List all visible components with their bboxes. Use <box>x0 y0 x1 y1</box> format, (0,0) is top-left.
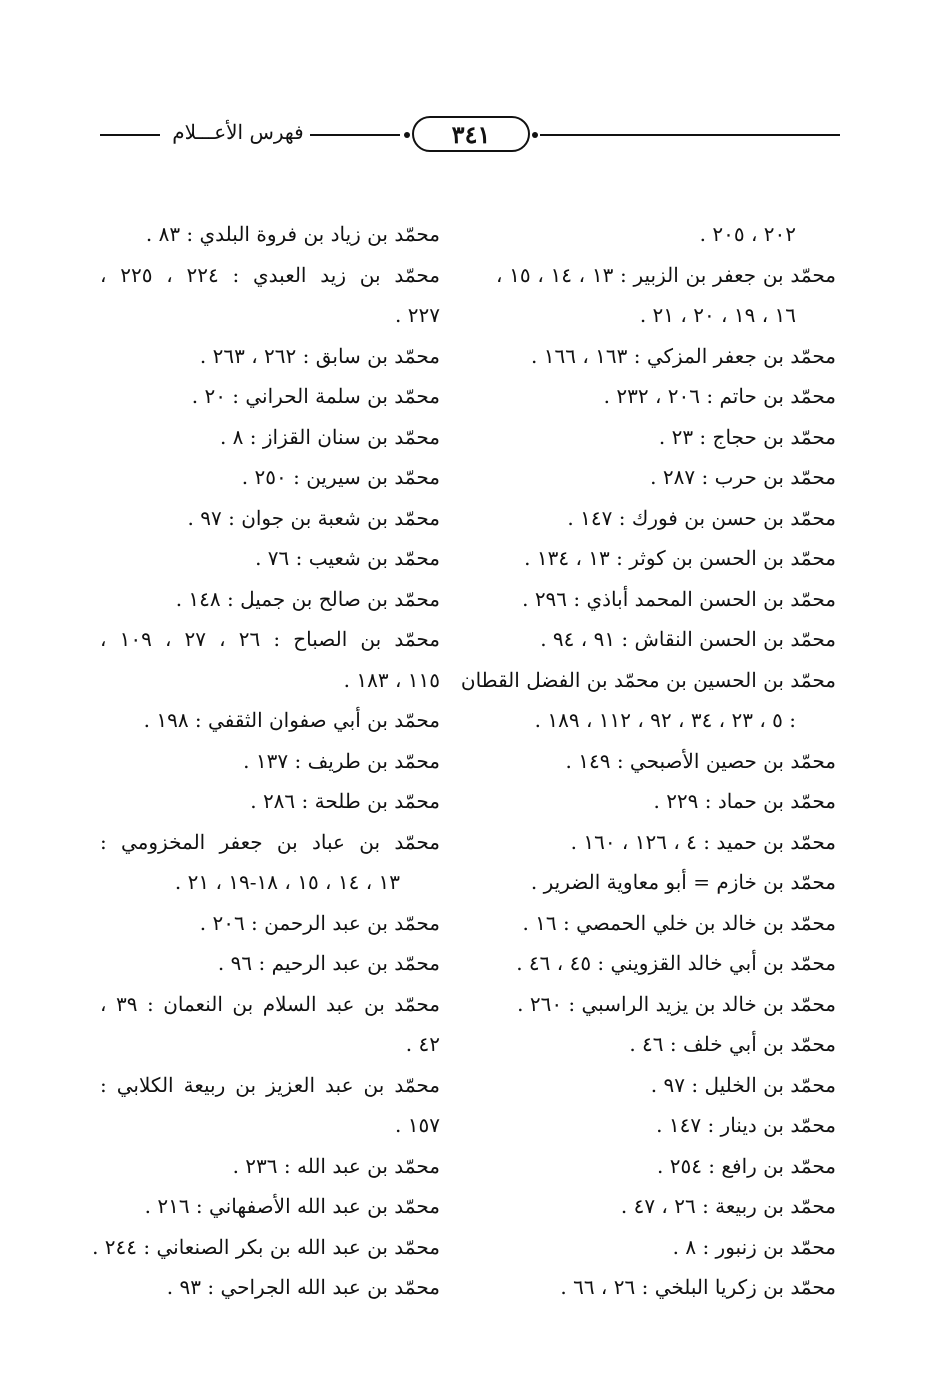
index-line: محمّد بن عبد الله الجراحي : ٩٣ . <box>166 1275 440 1299</box>
index-line: : ٥ ، ٢٣ ، ٣٤ ، ٩٢ ، ١١٢ ، ١٨٩ . <box>534 708 796 732</box>
index-line: محمّد بن الحسين بن محمّد بن الفضل القطان <box>460 667 836 692</box>
header-rule-right <box>540 134 840 136</box>
index-line: محمّد بن عباد بن جعفر المخزومي : <box>100 829 440 854</box>
index-column-left <box>92 214 441 1308</box>
index-line: ١١٥ ، ١٨٣ . <box>343 667 440 692</box>
index-line: محمّد بن سابق : ٢٦٢ ، ٢٦٣ . <box>199 343 440 368</box>
index-line: محمّد بن الخليل : ٩٧ . <box>650 1072 836 1097</box>
page-number: ٣٤١ <box>451 119 491 149</box>
header-rule-middle <box>310 134 400 136</box>
index-line: ٢٢٧ . <box>395 303 440 327</box>
index-line: محمّد بن الحسن بن كوثر : ١٣ ، ١٣٤ . <box>524 546 836 570</box>
index-line: محمّد بن سنان القزاز : ٨ . <box>219 424 440 449</box>
index-line: محمّد بن عبد الرحيم : ٩٦ . <box>217 951 440 975</box>
index-line: محمّد بن حسن بن فورك : ١٤٧ . <box>567 505 836 530</box>
page-header <box>100 110 840 160</box>
section-title: فهرس الأعـــلام <box>172 120 304 144</box>
index-line: محمّد بن طلحة : ٢٨٦ . <box>250 789 440 813</box>
index-line: محمّد بن حاتم : ٢٠٦ ، ٢٣٢ . <box>603 384 836 408</box>
index-line: محمّد بن شعبة بن جوان : ٩٧ . <box>187 505 440 530</box>
index-line: محمّد بن زنبور : ٨ . <box>672 1234 836 1259</box>
index-line: محمّد بن عبد الله الأصفهاني : ٢١٦ . <box>144 1194 440 1218</box>
index-line: محمّد بن حجاج : ٢٣ . <box>658 424 836 449</box>
index-line: محمّد بن عبد السلام بن النعمان : ٣٩ ، <box>100 991 440 1016</box>
index-line: محمّد بن عبد العزيز بن ربيعة الكلابي : <box>100 1072 440 1097</box>
index-line: ١٣ ، ١٤ ، ١٥ ، ١٨-١٩ ، ٢١ . <box>174 870 400 894</box>
index-line: محمّد بن الصباح : ٢٦ ، ٢٧ ، ١٠٩ ، <box>100 627 441 651</box>
header-rule-left <box>100 134 160 136</box>
index-line: محمّد بن أبي صفوان الثقفي : ١٩٨ . <box>143 708 440 732</box>
index-line: محمّد بن خازم = أبو معاوية الضرير . <box>530 870 836 894</box>
index-line: محمّد بن ربيعة : ٢٦ ، ٤٧ . <box>620 1194 836 1218</box>
index-line: محمّد بن حرب : ٢٨٧ . <box>650 465 836 489</box>
index-line: محمّد بن خالد بن يزيد الراسبي : ٢٦٠ . <box>517 991 836 1016</box>
index-line: محمّد بن سيرين : ٢٥٠ . <box>241 465 440 489</box>
index-line: محمّد بن حماد : ٢٢٩ . <box>653 789 836 813</box>
index-line: محمّد بن صالح بن جميل : ١٤٨ . <box>175 586 440 611</box>
index-line: محمّد بن شعيب : ٧٦ . <box>255 546 440 570</box>
index-line: محمّد بن سلمة الحراني : ٢٠ . <box>191 384 440 408</box>
index-line: ٢٠٢ ، ٢٠٥ . <box>699 222 796 246</box>
index-line: محمّد بن خالد بن خلي الحمصي : ١٦ . <box>522 910 836 935</box>
index-line: محمّد بن أبي خلف : ٤٦ . <box>629 1032 836 1056</box>
index-line: ١٥٧ . <box>395 1113 440 1137</box>
index-line: محمّد بن الحسن النقاش : ٩١ ، ٩٤ . <box>540 627 836 651</box>
index-line: محمّد بن زكريا البلخي : ٢٦ ، ٦٦ . <box>560 1275 836 1299</box>
index-line: محمّد بن رافع : ٢٥٤ . <box>656 1153 836 1178</box>
index-line: ١٦ ، ١٩ ، ٢٠ ، ٢١ . <box>639 303 796 327</box>
index-line: محمّد بن عبد الرحمن : ٢٠٦ . <box>199 910 440 935</box>
index-line: محمّد بن أبي خالد القزويني : ٤٥ ، ٤٦ . <box>516 951 836 975</box>
index-line: محمّد بن زياد بن فروة البلدي : ٨٣ . <box>145 222 440 246</box>
index-line: ٤٢ . <box>405 1032 440 1056</box>
index-line: محمّد بن حميد : ٤ ، ١٢٦ ، ١٦٠ . <box>570 829 836 854</box>
index-line: محمّد بن طريف : ١٣٧ . <box>243 748 440 773</box>
index-column-right <box>460 214 837 1308</box>
index-line: محمّد بن دينار : ١٤٧ . <box>656 1113 836 1137</box>
index-line: محمّد بن جعفر المزكي : ١٦٣ ، ١٦٦ . <box>531 343 836 368</box>
index-line: محمّد بن حصين الأصبحي : ١٤٩ . <box>565 748 836 773</box>
index-line: محمّد بن جعفر بن الزبير : ١٣ ، ١٤ ، ١٥ ، <box>496 262 837 287</box>
index-line: محمّد بن زيد العبدي : ٢٢٤ ، ٢٢٥ ، <box>100 262 441 287</box>
index-line: محمّد بن عبد الله : ٢٣٦ . <box>232 1153 440 1178</box>
page-number-badge <box>412 116 530 152</box>
index-line: محمّد بن عبد الله بن بكر الصنعاني : ٢٤٤ . <box>92 1234 440 1259</box>
index-line: محمّد بن الحسن المحمد أباذي : ٢٩٦ . <box>522 586 836 611</box>
